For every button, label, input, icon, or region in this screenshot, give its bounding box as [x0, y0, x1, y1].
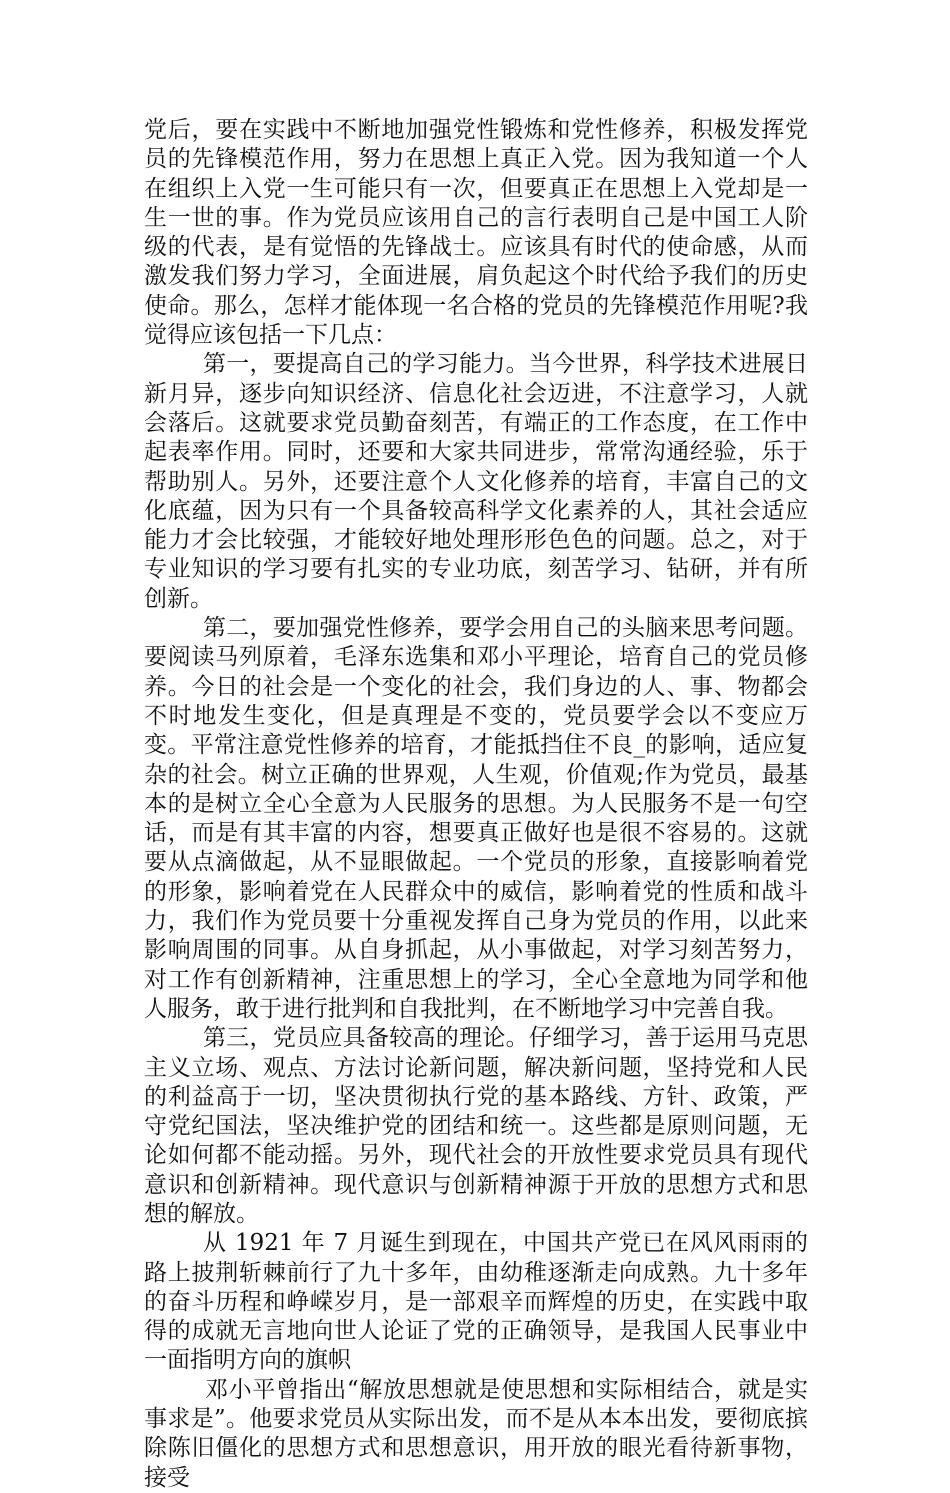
paragraph-deng-xiaoping: 邓小平曾指出“解放思想就是使思想和实际相结合，就是实事求是”。他要求党员从实际出发，而不是从本本出发，要彻底摈除陈旧僵化的思想方式和思想意识，用开放的眼光看待新事物，接受	[144, 1376, 808, 1491]
paragraph-point-three: 第三，党员应具备较高的理论。仔细学习，善于运用马克思主义立场、观点、方法讨论新问题，解决新问题，坚持党和人民的利益高于一切，坚决贯彻执行党的基本路线、方针、政策，严守党纪国法，坚决维护党的团结和统一。这些都是原则问题，无论如何都不能动摇。另外，现代社会的开放性要求党员具有现代意识和创新精神。现代意识与创新精神源于开放的思想方式和思想的解放。	[144, 1025, 808, 1227]
paragraph-history: 从 1921 年 7 月诞生到现在，中国共产党已在风风雨雨的路上披荆斩棘前行了九十多年，由幼稚逐渐走向成熟。九十多年的奋斗历程和峥嵘岁月，是一部艰辛而辉煌的历史，在实践中取得的成就无言地向世人论证了党的正确领导，是我国人民事业中一面指明方向的旗帜	[144, 1230, 808, 1374]
document-body	[144, 116, 808, 1493]
paragraph-intro: 党后，要在实践中不断地加强党性锻炼和党性修养，积极发挥党员的先锋模范作用，努力在思想上真正入党。因为我知道一个人在组织上入党一生可能只有一次，但要真正在思想上入党却是一生一世的事。作为党员应该用自己的言行表明自己是中国工人阶级的代表，是有觉悟的先锋战士。应该具有时代的使命感，从而激发我们努力学习，全面进展，肩负起这个时代给予我们的历史使命。那么，怎样才能体现一名合格的党员的先锋模范作用呢?我觉得应该包括一下几点：	[144, 117, 808, 349]
paragraph-point-one: 第一，要提高自己的学习能力。当今世界，科学技术进展日新月异，逐步向知识经济、信息化社会迈进，不注意学习，人就会落后。这就要求党员勤奋刻苦，有端正的工作态度，在工作中起表率作用。同时，还要和大家共同进步，常常沟通经验，乐于帮助别人。另外，还要注意个人文化修养的培育，丰富自己的文化底蕴，因为只有一个具备较高科学文化素养的人，其社会适应能力才会比较强，才能较好地处理形形色色的问题。总之，对于专业知识的学习要有扎实的专业功底，刻苦学习、钻研，并有所创新。	[144, 351, 808, 612]
paragraph-point-two: 第二，要加强党性修养，要学会用自己的头脑来思考问题。要阅读马列原着，毛泽东选集和邓小平理论，培育自己的党员修养。今日的社会是一个变化的社会，我们身边的人、事、物都会不时地发生变化，但是真理是不变的，党员要学会以不变应万变。平常注意党性修养的培育，才能抵挡住不良_的影响，适应复杂的社会。树立正确的世界观，人生观，价值观;作为党员，最基本的是树立全心全意为人民服务的思想。为人民服务不是一句空话，而是有其丰富的内容，想要真正做好也是很不容易的。这就要从点滴做起，从不显眼做起。一个党员的形象，直接影响着党的形象，影响着党在人民群众中的威信，影响着党的性质和战斗力，我们作为党员要十分重视发挥自己身为党员的作用，以此来影响周围的同事。从自身抓起，从小事做起，对学习刻苦努力，对工作有创新精神，注重思想上的学习，全心全意地为同学和他人服务，敢于进行批判和自我批判，在不断地学习中完善自我。	[144, 615, 808, 1022]
